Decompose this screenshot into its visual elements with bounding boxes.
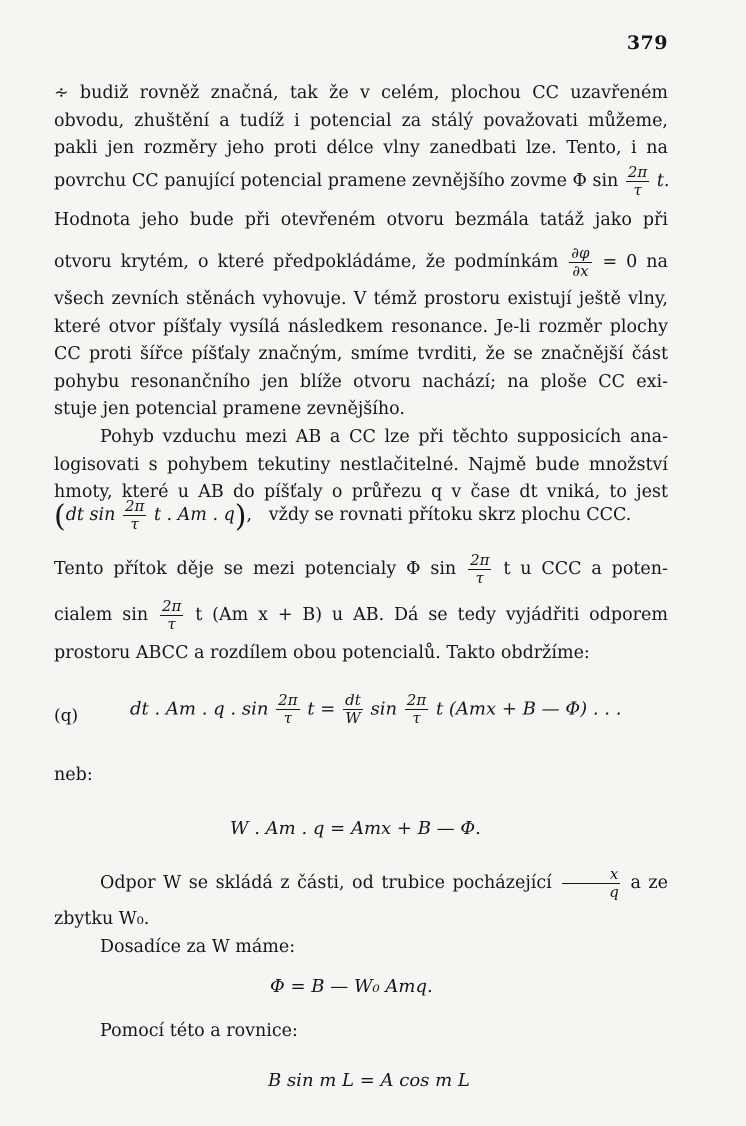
text-line: Hodnota jeho bude při otevřeném otvoru bezmála tatáž jako při xyxy=(54,210,668,230)
line-with-potential: Tento přítok děje se mezi potencialy Φ sin $\frac{2\pi}{\tau}$ t u CCC a poten- xyxy=(54,551,668,587)
line-with-fraction: povrchu CC panující potencial pramene zevnějšího zovme Φ sin $\frac{2\pi}{\tau}$ t. xyxy=(54,163,670,199)
paragraph-6 xyxy=(54,1018,668,1046)
line-with-partial: otvoru krytém, o které předpokládáme, že podmínkám $\frac{\partial\varphi}{\partial x}$ = 0 na xyxy=(54,244,668,280)
fraction-dphi-dx: $\frac{\partial\varphi}{\partial x}$ xyxy=(571,244,590,280)
line-with-paren: (dt sin $\frac{2\pi}{\tau}$ t . Am . q), vždy se rovnati přítoku skrz plochu CCC. xyxy=(54,497,632,534)
text-line: obvodu, zhuštění a tudíž i potencial za stálý považovati můžeme, xyxy=(54,110,668,131)
page-number: 379 xyxy=(626,32,668,54)
equation-tag: (q) xyxy=(54,706,79,726)
paragraph-2 xyxy=(54,207,668,235)
neb-line: neb: xyxy=(54,765,93,785)
text-line: hmoty, které u AB do píšťaly o průřezu q v čase dt vniká, to jest xyxy=(54,482,668,503)
paragraph-5 xyxy=(54,906,668,961)
text-line: Pohyb vzduchu mezi AB a CC lze při těchto supposicích ana- xyxy=(100,426,668,447)
equation-q: dt . Am . q . sin $\frac{2\pi}{\tau}$ t = $\frac{dt}{W}$ sin $\frac{2\pi}{\tau}$ t (Amx + B — Φ) . . . xyxy=(130,691,622,727)
text-line: Dosadíce za W máme: xyxy=(100,936,296,957)
text-line: CC proti šířce píšťaly značným, smíme tvrditi, že se značnější část xyxy=(54,344,668,365)
text-line: prostoru ABCC a rozdílem obou potencialů. Takto obdržíme: xyxy=(54,643,590,663)
paragraph-3 xyxy=(54,286,668,507)
line-with-cialem: cialem sin $\frac{2\pi}{\tau}$ t (Am x + B) u AB. Dá se tedy vyjádřiti odporem xyxy=(54,597,668,633)
line-with-xq: Odpor W se skládá z části, od trubice pocházející $\frac{x}{q}$ a ze xyxy=(100,865,668,901)
text-line: všech zevních stěnách vyhovuje. V témž prostoru existují ještě vlny, xyxy=(54,289,668,309)
text-line: stuje jen potencial pramene zevnějšího. xyxy=(54,399,405,420)
text-line: zbytku W₀. xyxy=(54,909,150,929)
text-line: které otvor píšťaly vysílá následkem resonance. Je-li rozměr plochy xyxy=(54,316,668,337)
fraction-2pi-tau: $\frac{2\pi}{\tau}$ xyxy=(627,163,648,199)
text-line: pakli jen rozměry jeho proti délce vlny zanedbati lze. Tento, i na xyxy=(54,138,668,159)
text-line: ∻ budiž rovněž značná, tak že v celém, plochou CC uzavřeném xyxy=(54,83,668,103)
equation-3: Φ = B — W₀ Amq. xyxy=(270,976,433,997)
equation-2: W . Am . q = Amx + B — Φ. xyxy=(230,818,481,839)
equation-4: B sin m L = A cos m L xyxy=(268,1070,470,1091)
paragraph-4 xyxy=(54,640,668,668)
text-line: pohybu resonančního jen blíže otvoru nachází; na ploše CC exi- xyxy=(54,371,668,392)
text-line: logisovati s pohybem tekutiny nestlačitelné. Najmě bude množství xyxy=(54,454,668,475)
paragraph-1 xyxy=(54,80,668,163)
text-line: Pomocí této a rovnice: xyxy=(100,1021,298,1041)
